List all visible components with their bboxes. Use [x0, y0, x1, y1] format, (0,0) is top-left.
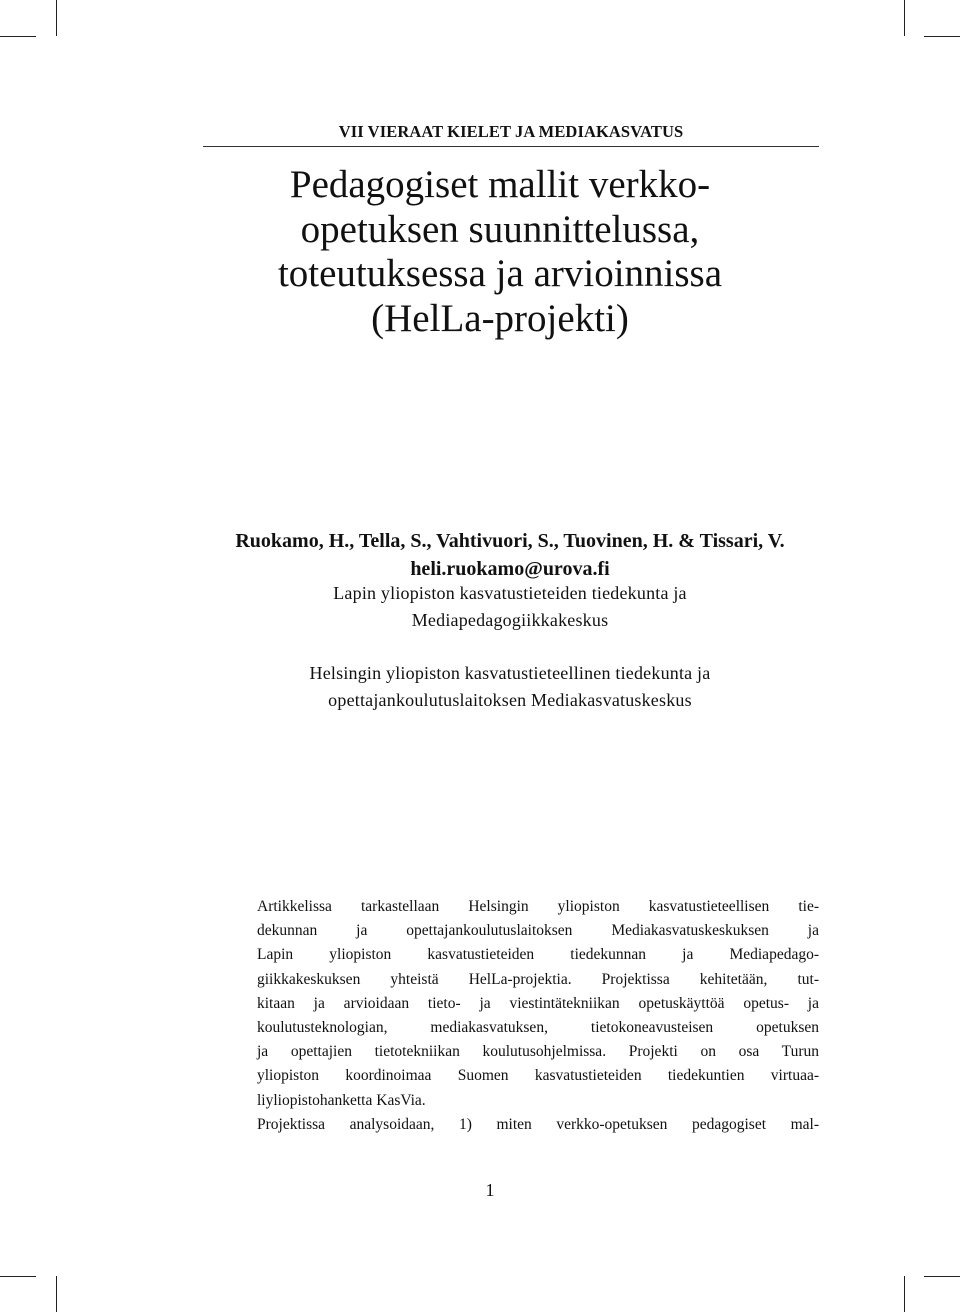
crop-mark-bottom-right-v	[904, 1276, 905, 1312]
abstract-line: Projektissa analysoidaan, 1) miten verkko-opetuksen pedagogiset mal-	[257, 1115, 819, 1133]
abstract-line: Artikkelissa tarkastellaan Helsingin yliopiston kasvatustieteellisen tie-	[257, 898, 819, 915]
abstract-line: liyliopistohanketta KasVia.	[257, 1091, 426, 1109]
abstract-line: giikkakeskuksen yhteistä HelLa-projektia. Projektissa kehitetään, tut-	[257, 970, 819, 988]
abstract-line: dekunnan ja opettajankoulutuslaitoksen Mediakasvatuskeskuksen ja	[257, 922, 819, 940]
affiliation-line: Mediapedagogiikkakeskus	[411, 610, 609, 630]
title-line: (HelLa-projekti)	[371, 296, 629, 340]
abstract-line: yliopiston koordinoimaa Suomen kasvatustieteiden tiedekuntien virtuaa-	[257, 1067, 819, 1085]
article-title	[200, 163, 800, 341]
title-line: opetuksen suunnittelussa,	[300, 207, 700, 251]
crop-mark-top-left-h	[0, 36, 36, 37]
title-line: Pedagogiset mallit verkko-	[289, 163, 711, 206]
abstract-line: kitaan ja arvioidaan tieto- ja viestintätekniikan opetuskäyttöä opetus- ja	[257, 994, 819, 1012]
crop-mark-top-left-v	[56, 0, 57, 36]
author-list: Ruokamo, H., Tella, S., Vahtivuori, S., Tuovinen, H. & Tissari, V.	[235, 530, 785, 552]
section-heading: VII VIERAAT KIELET JA MEDIAKASVATUS	[338, 122, 684, 141]
affiliation-line: Lapin yliopiston kasvatustieteiden tiedekunta ja	[333, 583, 687, 603]
abstract-paragraph	[257, 895, 819, 1137]
crop-mark-top-right-v	[904, 0, 905, 36]
affiliation-lapland	[150, 580, 870, 634]
page-number: 1	[485, 1180, 495, 1200]
abstract-line: Lapin yliopiston kasvatustieteiden tiedekunnan ja Mediapedago-	[257, 946, 819, 964]
section-rule	[203, 146, 819, 147]
crop-mark-bottom-right-h	[924, 1276, 960, 1277]
author-email: heli.ruokamo@urova.fi	[410, 558, 610, 580]
affiliation-helsinki	[150, 660, 870, 714]
abstract-line: koulutusteknologian, mediakasvatuksen, tietokoneavusteisen opetuksen	[257, 1019, 819, 1037]
crop-mark-bottom-left-v	[56, 1276, 57, 1312]
abstract-line: ja opettajien tietotekniikan koulutusohjelmissa. Projekti on osa Turun	[257, 1043, 819, 1061]
title-line: toteutuksessa ja arvioinnissa	[277, 252, 723, 295]
affiliation-line: opettajankoulutuslaitoksen Mediakasvatuskeskus	[328, 690, 692, 710]
crop-mark-top-right-h	[924, 36, 960, 37]
crop-mark-bottom-left-h	[0, 1276, 36, 1277]
affiliation-line: Helsingin yliopiston kasvatustieteellinen tiedekunta ja	[309, 663, 711, 683]
